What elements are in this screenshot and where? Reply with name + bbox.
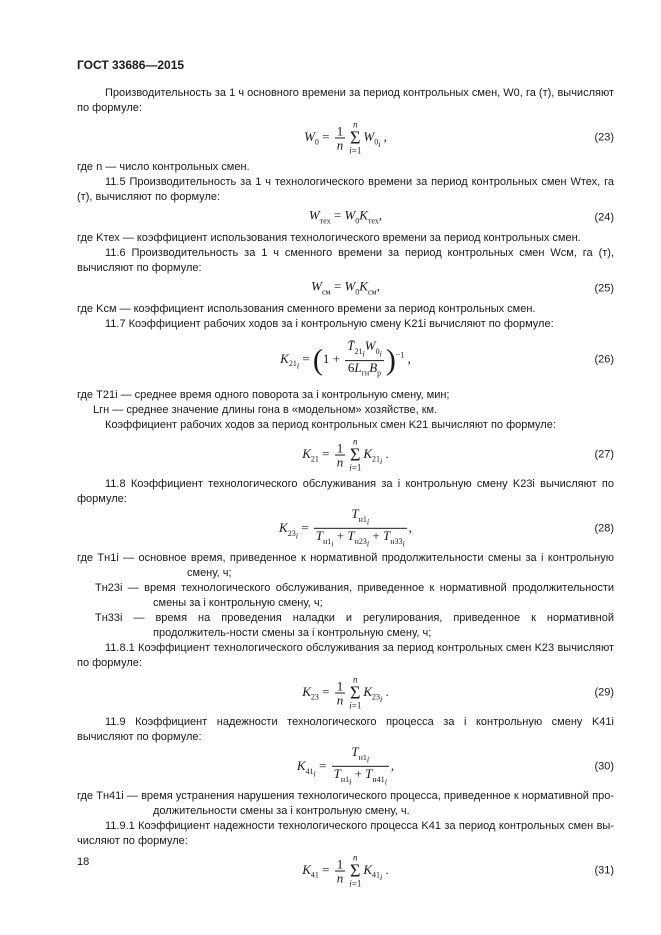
equation-number: (25) bbox=[594, 282, 614, 295]
formula-28: $K_{23_i}$ = $\frac{T_{н1_i}}{T_{н1_i} + T_{н23_i} + T_{н33_i}}$ , bbox=[279, 505, 412, 549]
standard-header: ГОСТ 33686—2015 bbox=[77, 58, 185, 72]
equation-number: (23) bbox=[594, 131, 614, 144]
equation-number: (31) bbox=[594, 864, 614, 877]
paragraph-11-8: 11.8 Коэффициент технологического обслуживания за i контрольную смену K23i вычисляют по формуле: bbox=[77, 478, 614, 505]
equation-31 bbox=[77, 851, 614, 891]
formula-24: $W_{тех} = W_0K_{тех}$, bbox=[308, 207, 383, 226]
equation-27 bbox=[77, 435, 614, 475]
definition-lgn: Lгн — среднее значение длины гона в «модельном» хозяйстве, км. bbox=[93, 404, 438, 416]
paragraph-11-9: 11.9 Коэффициент надежности технологического процесса за i контрольную смену K41i вычисляют по формуле: bbox=[77, 716, 614, 743]
definition-n: где n — число контрольных смен. bbox=[77, 161, 250, 173]
paragraph-11-6: 11.6 Производительность за 1 ч сменного времени за период контрольных смен Wсм, га (т), вычисляют по формуле: bbox=[77, 247, 614, 274]
definition-tn41: где Tн41i — время устранения нарушения технологического процесса, приведенное к нормативной про-должительности смены за i контрольную смену, ч. bbox=[77, 790, 614, 817]
paragraph-11-7: 11.7 Коэффициент рабочих ходов за i контрольную смену K21i вычисляют по формуле: bbox=[105, 318, 554, 330]
page-number: 18 bbox=[77, 856, 90, 868]
definition-ktex: где Kтех — коэффициент использования технологического времени за период контрольных смен. bbox=[77, 232, 581, 244]
formula-26: $K_{21_i} = (1$ + $\frac{T̄_{21_i}W_{0_i}}{6L_{гн}B_р}$ )$^{-1}$ , bbox=[280, 338, 411, 378]
formula-27: $K_{21}$ = $\frac{1}{n}$ n Σ $i=1K_{21_i}$ . bbox=[302, 436, 389, 473]
equation-number: (26) bbox=[594, 353, 614, 366]
paragraph-w0: Производительность за 1 ч основного времени за период контрольных смен, W0, га (т), вычисляют по формуле: bbox=[77, 87, 614, 114]
equation-number: (24) bbox=[594, 211, 614, 224]
formula-23: $W_0$ = $\frac{1}{n}$ n Σ $i=1W_{0_i}$ , bbox=[304, 119, 387, 156]
equation-26 bbox=[77, 334, 614, 386]
definition-tn33: Tн33i — время на проведения наладки и регулирования, приведенное к нормативной продолжитель-ности смены за i контрольную смену, ч; bbox=[95, 612, 614, 639]
equation-number: (29) bbox=[594, 686, 614, 699]
document-body bbox=[77, 86, 614, 893]
equation-23 bbox=[77, 118, 614, 158]
definition-tn23: Tн23i — время технологического обслуживания, приведенное к нормативной продолжительности смены за i контрольную смену, ч; bbox=[95, 582, 614, 609]
equation-28 bbox=[77, 505, 614, 549]
paragraph-11-8-1: 11.8.1 Коэффициент технологического обслуживания за период контрольных смен K23 вычисляют по формуле: bbox=[77, 642, 614, 669]
equation-25 bbox=[77, 278, 614, 300]
definition-tn1: где Tн1i — основное время, приведенное к нормативной продолжительности смены за i контрольную смену, ч; bbox=[77, 552, 614, 579]
equation-24 bbox=[77, 207, 614, 229]
definition-t21: где T21i — среднее время одного поворота за i контрольную смену, мин; bbox=[77, 389, 450, 401]
paragraph-k21: Коэффициент рабочих ходов за период контрольных смен K21 вычисляют по формуле: bbox=[105, 419, 556, 431]
equation-number: (27) bbox=[594, 448, 614, 461]
equation-number: (30) bbox=[594, 760, 614, 773]
formula-25: $W_{см} = W_0K_{см}$, bbox=[311, 278, 380, 297]
paragraph-11-5: 11.5 Производительность за 1 ч технологического времени за период контрольных смен Wтех, га (т), вычисляют по формуле: bbox=[77, 176, 614, 203]
equation-30 bbox=[77, 743, 614, 787]
equation-29 bbox=[77, 673, 614, 713]
equation-number: (28) bbox=[594, 522, 614, 535]
definition-ksm: где Kсм — коэффициент использования сменного времени за период контрольных смен. bbox=[77, 303, 536, 315]
formula-31: $K_{41}$ = $\frac{1}{n}$ n Σ $i=1K_{41_i}$ . bbox=[302, 852, 389, 889]
paragraph-11-9-1: 11.9.1 Коэффициент надежности технологического процесса K41 за период контрольных смен вы-числяют по формуле: bbox=[77, 820, 614, 847]
formula-29: $K_{23}$ = $\frac{1}{n}$ n Σ $i=1K_{23_i}$ . bbox=[302, 674, 389, 711]
formula-30: $K_{41_i}$ = $\frac{T_{н1_i}}{T_{н1_i} + T_{н41_i}}$ , bbox=[296, 743, 395, 787]
